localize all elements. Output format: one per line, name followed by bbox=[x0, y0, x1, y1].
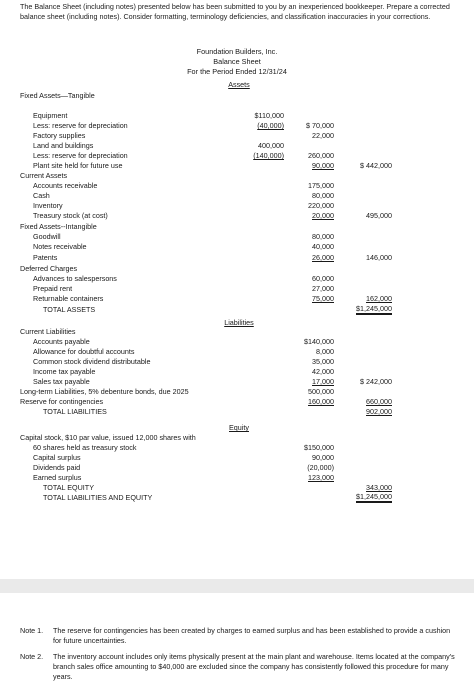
line-label: 60 shares held as treasury stock bbox=[33, 443, 137, 452]
amount-c3: $1,245,000 bbox=[356, 304, 392, 313]
line-item bbox=[0, 232, 474, 242]
amount-c2: 75,000 bbox=[312, 294, 334, 303]
amount-c3: 146,000 bbox=[366, 253, 392, 262]
line-item bbox=[0, 483, 474, 493]
line-label: Earned surplus bbox=[33, 473, 82, 482]
statement-period: For the Period Ended 12/31/24 bbox=[187, 67, 287, 76]
line-label: Cash bbox=[33, 191, 50, 200]
line-item bbox=[0, 222, 474, 232]
line-label: Goodwill bbox=[33, 232, 61, 241]
line-label: Advances to salespersons bbox=[33, 274, 117, 283]
line-label: Land and buildings bbox=[33, 141, 94, 150]
line-item bbox=[0, 327, 474, 337]
line-label: Equipment bbox=[33, 111, 68, 120]
line-item bbox=[0, 111, 474, 121]
line-label: Factory supplies bbox=[33, 131, 86, 140]
line-item bbox=[0, 357, 474, 367]
line-item bbox=[0, 433, 474, 443]
amount-c2: 20,000 bbox=[312, 211, 334, 220]
line-item bbox=[0, 264, 474, 274]
amount-c2: 26,000 bbox=[312, 253, 334, 262]
line-label: Accounts receivable bbox=[33, 181, 98, 190]
line-label: Capital stock, $10 par value, issued 12,000 shares with bbox=[20, 433, 196, 442]
line-label: Returnable containers bbox=[33, 294, 104, 303]
line-label: Inventory bbox=[33, 201, 63, 210]
line-item bbox=[0, 337, 474, 347]
line-item bbox=[0, 347, 474, 357]
line-label: Reserve for contingencies bbox=[20, 397, 104, 406]
line-label: TOTAL ASSETS bbox=[43, 305, 96, 314]
line-item bbox=[0, 171, 474, 181]
line-item bbox=[0, 367, 474, 377]
line-item bbox=[0, 211, 474, 221]
amount-c2: 17,000 bbox=[312, 377, 334, 386]
line-item bbox=[0, 151, 474, 161]
line-item bbox=[0, 397, 474, 407]
line-label: Fixed Assets—Tangible bbox=[20, 91, 95, 100]
line-item bbox=[0, 493, 474, 503]
line-label: Common stock dividend distributable bbox=[33, 357, 151, 366]
line-item bbox=[0, 473, 474, 483]
amount-c2: 60,000 bbox=[312, 274, 334, 283]
line-item bbox=[0, 387, 474, 397]
amount-c2: 27,000 bbox=[312, 284, 334, 293]
line-item bbox=[0, 453, 474, 463]
note-1-label: Note 1. bbox=[20, 626, 44, 635]
line-item bbox=[0, 141, 474, 151]
amount-c1: 400,000 bbox=[258, 141, 284, 150]
line-item bbox=[0, 131, 474, 141]
line-item bbox=[0, 253, 474, 263]
line-label: TOTAL LIABILITIES AND EQUITY bbox=[43, 493, 153, 502]
assets-heading: Assets bbox=[228, 80, 250, 89]
line-label: Accounts payable bbox=[33, 337, 90, 346]
line-item bbox=[0, 305, 474, 315]
line-label: Dividends paid bbox=[33, 463, 81, 472]
line-label: Allowance for doubtful accounts bbox=[33, 347, 135, 356]
note-1-text: The reserve for contingencies has been created by charges to earned surplus and has been established to provide a cushion for future uncertainties. bbox=[53, 626, 451, 645]
note-2-label: Note 2. bbox=[20, 652, 44, 661]
line-item bbox=[0, 284, 474, 294]
line-item bbox=[0, 191, 474, 201]
section-divider bbox=[0, 579, 474, 593]
line-item bbox=[0, 274, 474, 284]
line-item bbox=[0, 407, 474, 417]
line-label: Less: reserve for depreciation bbox=[33, 121, 128, 130]
amount-c2: 123,000 bbox=[308, 473, 334, 482]
line-item bbox=[0, 377, 474, 387]
line-item bbox=[0, 161, 474, 171]
line-item bbox=[0, 294, 474, 304]
line-label: Notes receivable bbox=[33, 242, 87, 251]
line-label: Prepaid rent bbox=[33, 284, 73, 293]
amount-c3: 660,000 bbox=[366, 397, 392, 406]
line-item bbox=[0, 201, 474, 211]
line-item bbox=[0, 181, 474, 191]
amount-c2: 35,000 bbox=[312, 357, 334, 366]
line-item bbox=[0, 443, 474, 453]
line-item bbox=[0, 463, 474, 473]
line-label: Less: reserve for depreciation bbox=[33, 151, 128, 160]
amount-c3: 343,000 bbox=[366, 483, 392, 492]
equity-heading: Equity bbox=[229, 423, 249, 432]
line-label: Plant site held for future use bbox=[33, 161, 123, 170]
amount-c2: 90,000 bbox=[312, 161, 334, 170]
amount-c2: 40,000 bbox=[312, 242, 334, 251]
instructions-text: The Balance Sheet (including notes) presented below has been submitted to you by an inexperienced bookkeeper. Prepare a corrected balance sheet (including notes). Consider formatting, terminology deficiencies, and classification inaccuracies in your corrections. bbox=[20, 2, 450, 21]
amount-c2: $150,000 bbox=[304, 443, 334, 452]
line-label: Current Liabilities bbox=[20, 327, 76, 336]
amount-c2: 260,000 bbox=[308, 151, 334, 160]
amount-c2: 8,000 bbox=[316, 347, 334, 356]
amount-c3: 902,000 bbox=[366, 407, 392, 416]
amount-c3: $ 242,000 bbox=[360, 377, 392, 386]
line-label: Income tax payable bbox=[33, 367, 96, 376]
amount-c1: (140,000) bbox=[253, 151, 284, 160]
amount-c2: 42,000 bbox=[312, 367, 334, 376]
amount-c1: $110,000 bbox=[254, 111, 284, 120]
line-label: Capital surplus bbox=[33, 453, 81, 462]
line-label: TOTAL EQUITY bbox=[43, 483, 94, 492]
statement-title: Balance Sheet bbox=[213, 57, 261, 66]
amount-c2: 90,000 bbox=[312, 453, 334, 462]
line-label: Current Assets bbox=[20, 171, 68, 180]
line-label: Treasury stock (at cost) bbox=[33, 211, 108, 220]
line-item bbox=[0, 242, 474, 252]
note-2-text: The inventory account includes only items physically present at the main plant and warehouse. Items located at the company's branch sales office amounting to $40,000 are excluded since the company has consistently followed this procedure for many years. bbox=[53, 652, 455, 681]
amount-c3: 495,000 bbox=[366, 211, 392, 220]
amount-c2: 160,000 bbox=[308, 397, 334, 406]
amount-c2: 80,000 bbox=[312, 232, 334, 241]
company-name: Foundation Builders, Inc. bbox=[196, 47, 278, 56]
liabilities-heading: Liabilities bbox=[224, 318, 254, 327]
line-item bbox=[0, 121, 474, 131]
line-label: TOTAL LIABILITIES bbox=[43, 407, 107, 416]
amount-c2: 500,000 bbox=[308, 387, 334, 396]
amount-c2: $140,000 bbox=[304, 337, 334, 346]
amount-c2: (20,000) bbox=[307, 463, 334, 472]
amount-c2: 80,000 bbox=[312, 191, 334, 200]
amount-c2: 22,000 bbox=[312, 131, 334, 140]
line-label: Fixed Assets--Intangible bbox=[20, 222, 97, 231]
line-label: Deferred Charges bbox=[20, 264, 78, 273]
amount-c3: $1,245,000 bbox=[356, 492, 392, 501]
amount-c2: $ 70,000 bbox=[306, 121, 334, 130]
amount-c3: 162,000 bbox=[366, 294, 392, 303]
amount-c2: 220,000 bbox=[308, 201, 334, 210]
line-item bbox=[0, 91, 474, 101]
amount-c3: $ 442,000 bbox=[360, 161, 392, 170]
line-label: Sales tax payable bbox=[33, 377, 90, 386]
amount-c1: (40,000) bbox=[257, 121, 284, 130]
amount-c2: 175,000 bbox=[308, 181, 334, 190]
line-label: Long-term Liabilities, 5% debenture bonds, due 2025 bbox=[20, 387, 189, 396]
line-label: Patents bbox=[33, 253, 58, 262]
